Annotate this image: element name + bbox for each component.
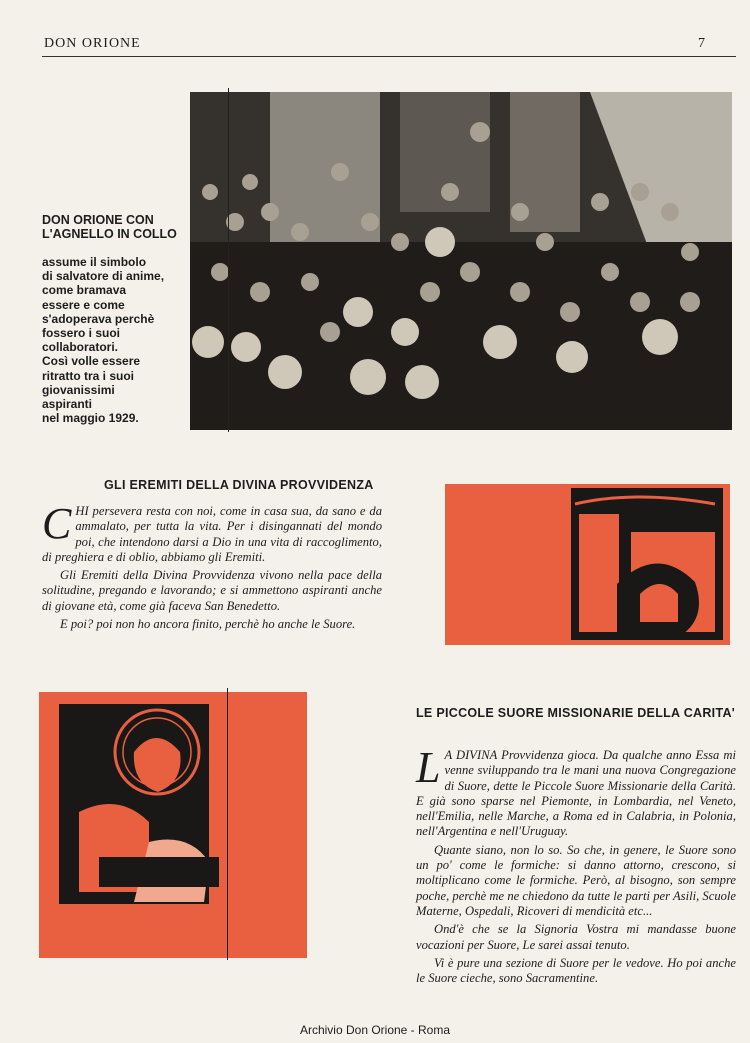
paragraph: Ond'è che se la Signoria Vostra mi mandasse buone vocazioni per Suore, Le sarei assai tenuto. (416, 922, 736, 952)
section-body-suore (416, 743, 736, 989)
column-rule-top (228, 88, 229, 432)
dropcap-l: L (416, 743, 441, 792)
group-photograph (190, 92, 732, 430)
header-rule (42, 56, 736, 57)
illustration-eremita (445, 484, 730, 645)
paragraph: HI persevera resta con noi, come in casa sua, da sano e da ammalato, per tutta la vita. Per i disingannati del mondo poi, che intendono darsi a Dio in una vita di raccoglimento, di preghiera e di oblio, abbiamo gli Eremiti. (42, 504, 382, 564)
section-body-eremiti (42, 499, 382, 635)
paragraph: Gli Eremiti della Divina Provvidenza vivono nella pace della solitudine, pregando e lavorando; e si ammettono aspiranti anche di giovane età, come già faceva San Benedetto. (42, 568, 382, 613)
paragraph: E poi? poi non ho ancora finito, perchè ho anche le Suore. (60, 617, 356, 632)
dropcap-c: C (42, 499, 72, 548)
paragraph: A DIVINA Provvidenza gioca. Da qualche anno Essa mi venne sviluppando tra le mani una nuova Congregazione di Suore, dette le Piccole Suore Missionarie della Carità. E già sono sparse nel Piemonte, in Lombardia, nel Veneto, nell'Emilia, nelle Marche, a Roma ed in Calabria, in Polonia, nell'Argentina e nell'Uruguay. (416, 748, 736, 839)
page-number: 7 (698, 36, 706, 51)
section-title-eremiti: GLI EREMITI DELLA DIVINA PROVVIDENZA (104, 478, 374, 492)
paragraph: Quante siano, non lo so. So che, in genere, le Suore sono un po' come le formiche: si danno attorno, crescono, si moltiplicano come le formiche. Però, al bisogno, son sempre poche, perchè me ne chiedono da tutte le parti per Asili, Scuole Materne, Ospedali, Ricoveri di mendicità etc... (416, 842, 736, 918)
column-rule-bottom (227, 688, 228, 960)
photo-caption-title: DON ORIONE CON L'AGNELLO IN COLLO (42, 213, 177, 242)
paragraph: Vi è pure una sezione di Suore per le vedove. Ho poi anche le Suore cieche, sono Sacramentine. (416, 955, 736, 986)
section-title-suore: LE PICCOLE SUORE MISSIONARIE DELLA CARITA' (416, 706, 736, 720)
illustration-suora (39, 692, 307, 958)
photo-caption-text: assume il simbolo di salvatore di anime, come bramava essere e come s'adoperava perchè fossero i suoi collaboratori. Così volle essere ritratto tra i suoi giovanissimi aspiranti nel maggio 1929. (42, 255, 165, 426)
archive-footer: Archivio Don Orione - Roma (299, 1023, 451, 1037)
running-header-title: DON ORIONE (44, 36, 141, 51)
